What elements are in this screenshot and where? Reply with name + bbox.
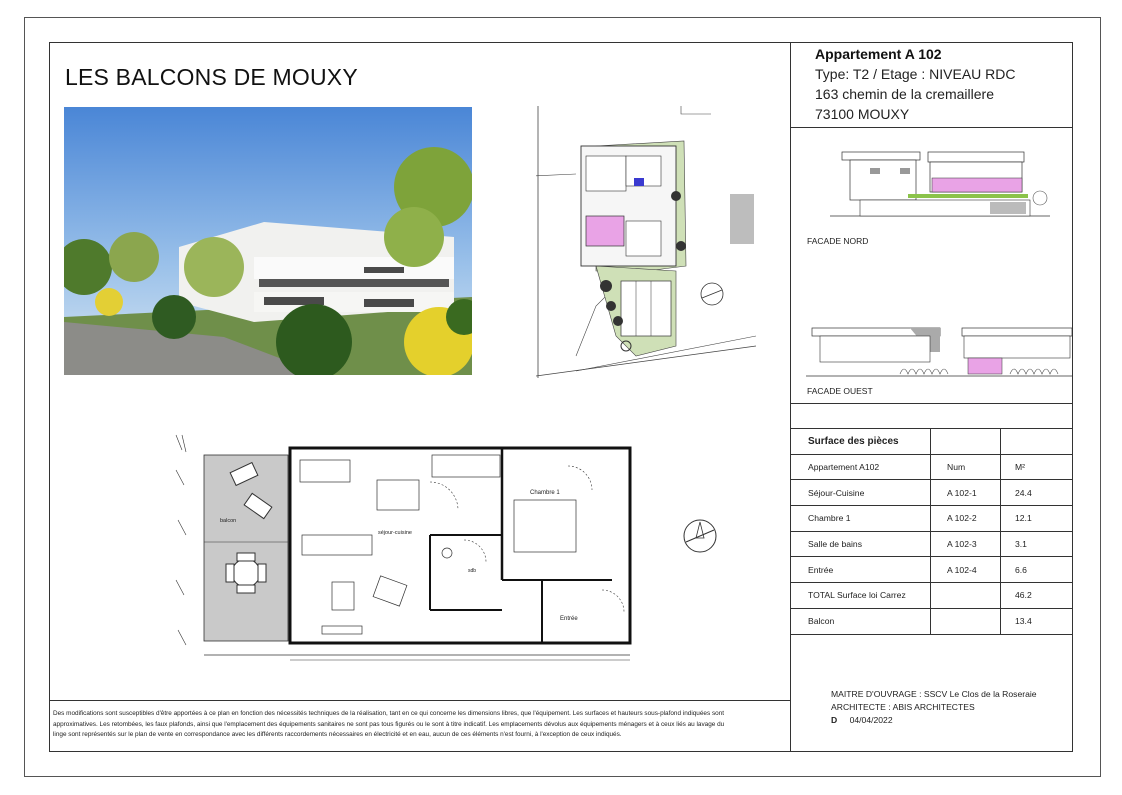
header-rule [790,127,1073,128]
table-heading: Surface des pièces [790,429,931,455]
apartment-floor-plan [172,430,634,666]
room-name: Séjour-Cuisine [790,480,931,506]
table-row [790,506,1073,532]
date-credit [831,715,893,725]
facade-ouest-drawing [800,322,1076,383]
apartment-address-city: 73100 MOUXY [815,106,910,122]
room-area: 46.2 [1001,583,1073,609]
room-num [931,608,1001,634]
room-area: 12.1 [1001,506,1073,532]
table-row [790,480,1073,506]
room-name: Entrée [790,557,931,583]
date-value: 04/04/2022 [849,715,893,725]
facade-ouest-label: FACADE OUEST [807,386,873,396]
entree-label: Entrée [560,616,578,622]
apartment-type: Type: T2 / Etage : NIVEAU RDC [815,66,1016,82]
room-name: Balcon [790,608,931,634]
room-area: 24.4 [1001,480,1073,506]
room-area: 13.4 [1001,608,1073,634]
table-header-row [790,454,1073,480]
architect-credit: ARCHITECTE : ABIS ARCHITECTES [831,702,975,712]
room-num: A 102-1 [931,480,1001,506]
disclaimer-divider [49,700,790,701]
column-header-num: Num [931,454,1001,480]
table-row [790,557,1073,583]
balcon-label: balcon [220,518,237,524]
date-prefix: D [831,715,838,725]
sdb-label: sdb [468,568,477,574]
room-num: A 102-3 [931,531,1001,557]
apartment-address-street: 163 chemin de la cremaillere [815,86,994,102]
column-header-area: M² [1001,454,1073,480]
disclaimer-text: Des modifications sont susceptibles d'être apportées à ce plan en fonction des nécessités techniques de la réalisation, tant en ce qui concerne les dimensions libres, que l'équipement. Les surfaces et hauteurs sous-plafond indiquées sont approximatives. Les retombées, les faux plafonds, ainsi que l'emplacement des équipements sanitaires ne sont pas tous figurés ou le sont à titre indicatif. Les emplacements dévolus aux équipements ménagers et à ceux liés au lavage du linge sont représentés sur le plan de vente en correspondance avec les différents raccordements nécessaires en électricité et en eau, aucun de ces éléments n'est fourni, à l'exception de ceux indiqués. [53,710,725,739]
facade-rule [790,403,1073,404]
north-compass-icon [680,516,720,556]
room-num: A 102-4 [931,557,1001,583]
room-num [931,583,1001,609]
facade-nord-label: FACADE NORD [807,236,869,246]
apartment-title: Appartement A 102 [815,46,942,62]
rooms-surface-table [790,428,1073,635]
building-rendering-image [64,107,472,375]
room-area: 6.6 [1001,557,1073,583]
room-area: 3.1 [1001,531,1073,557]
sejour-label: séjour-cuisine [378,530,412,536]
table-row [790,531,1073,557]
owner-credit: MAITRE D'OUVRAGE : SSCV Le Clos de la Roseraie [831,689,1037,699]
column-header-apartment: Appartement A102 [790,454,931,480]
room-name: Salle de bains [790,531,931,557]
right-panel-divider [790,42,791,752]
table-heading-row [790,429,1073,455]
table-row [790,583,1073,609]
table-row [790,608,1073,634]
room-name: Chambre 1 [790,506,931,532]
room-name: TOTAL Surface loi Carrez [790,583,931,609]
chambre-label: Chambre 1 [530,490,560,496]
site-plan-drawing [536,106,760,378]
room-num: A 102-2 [931,506,1001,532]
facade-nord-drawing [800,148,1070,225]
project-title: LES BALCONS DE MOUXY [65,64,358,90]
